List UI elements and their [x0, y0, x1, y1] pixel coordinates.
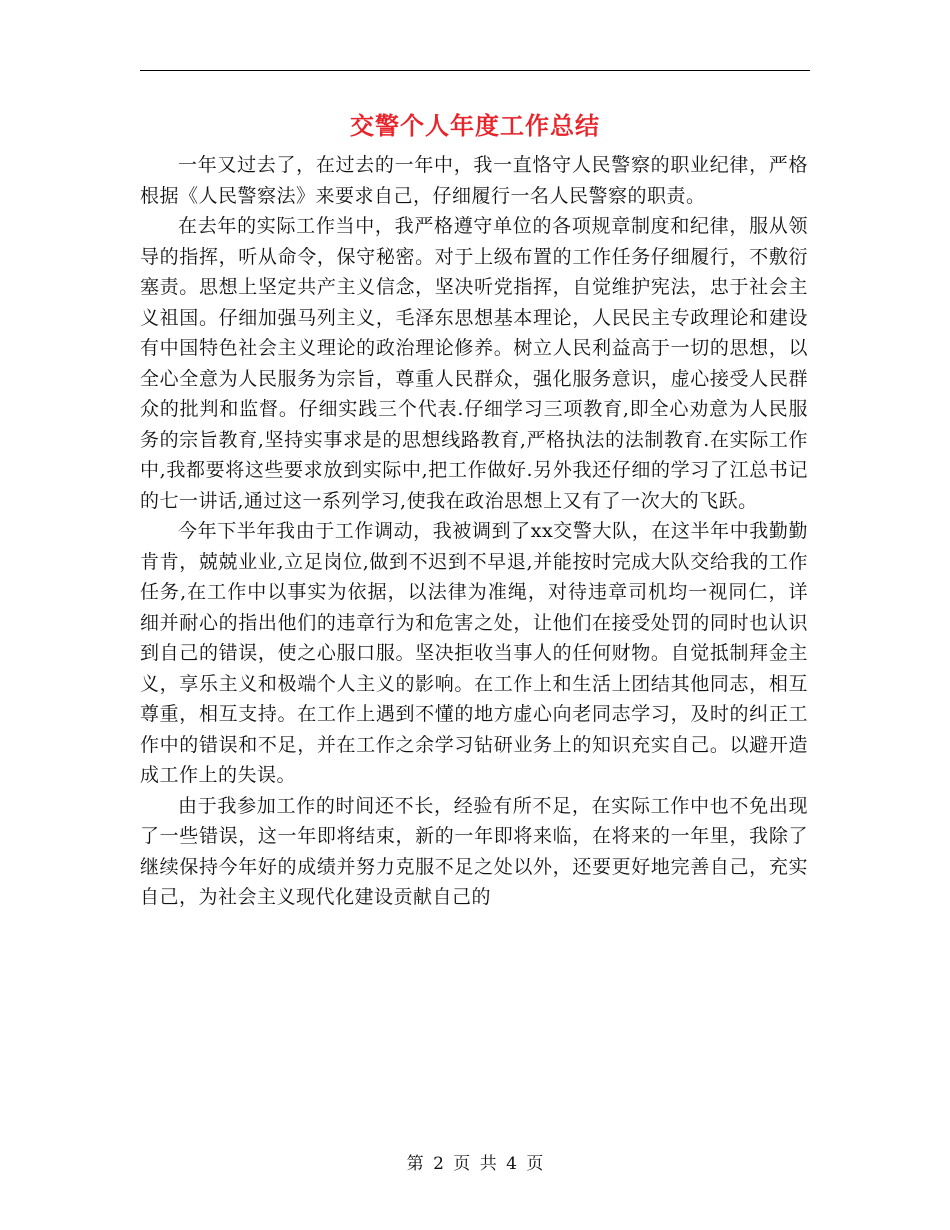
- paragraph-3: 今年下半年我由于工作调动，我被调到了xx交警大队，在这半年中我勤勤肯肯，兢兢业业,立足岗位,做到不迟到不早退,并能按时完成大队交给我的工作任务,在工作中以事实为依据，以法律为准绳，对待违章司机均一视同仁，详细并耐心的指出他们的违章行为和危害之处，让他们在接受处罚的同时也认识到自己的错误，使之心服口服。坚决拒收当事人的任何财物。自觉抵制拜金主义，享乐主义和极端个人主义的影响。在工作上和生活上团结其他同志，相互尊重，相互支持。在工作上遇到不懂的地方虚心向老同志学习，及时的纠正工作中的错误和不足，并在工作之余学习钻研业务上的知识充实自己。以避开造成工作上的失误。: [140, 520, 808, 786]
- document-body: [140, 150, 808, 913]
- header-rule: [140, 70, 810, 71]
- paragraph-2: 在去年的实际工作当中，我严格遵守单位的各项规章制度和纪律，服从领导的指挥，听从命令，保守秘密。对于上级布置的工作任务仔细履行，不敷衍塞责。思想上坚定共产主义信念，坚决听党指挥，自觉维护宪法，忠于社会主义祖国。仔细加强马列主义，毛泽东思想基本理论，人民民主专政理论和建设有中国特色社会主义理论的政治理论修养。树立人民利益高于一切的思想，以全心全意为人民服务为宗旨，尊重人民群众，强化服务意识，虚心接受人民群众的批判和监督。仔细实践三个代表.仔细学习三项教育,即全心劝意为人民服务的宗旨教育,坚持实事求是的思想线路教育,严格执法的法制教育.在实际工作中,我都要将这些要求放到实际中,把工作做好.另外我还仔细的学习了江总书记的七一讲话,通过这一系列学习,使我在政治思想上又有了一次大的飞跃。: [140, 215, 808, 512]
- page-footer: 第 2 页 共 4 页: [406, 1154, 544, 1174]
- paragraph-4: 由于我参加工作的时间还不长，经验有所不足，在实际工作中也不免出现了一些错误，这一年即将结束，新的一年即将来临，在将来的一年里，我除了继续保持今年好的成绩并努力克服不足之处以外，还要更好地完善自己，充实自己，为社会主义现代化建设贡献自己的: [140, 794, 808, 908]
- document-title: 交警个人年度工作总结: [350, 112, 600, 140]
- paragraph-1: 一年又过去了，在过去的一年中，我一直恪守人民警察的职业纪律，严格根据《人民警察法》来要求自己，仔细履行一名人民警察的职责。: [140, 154, 808, 207]
